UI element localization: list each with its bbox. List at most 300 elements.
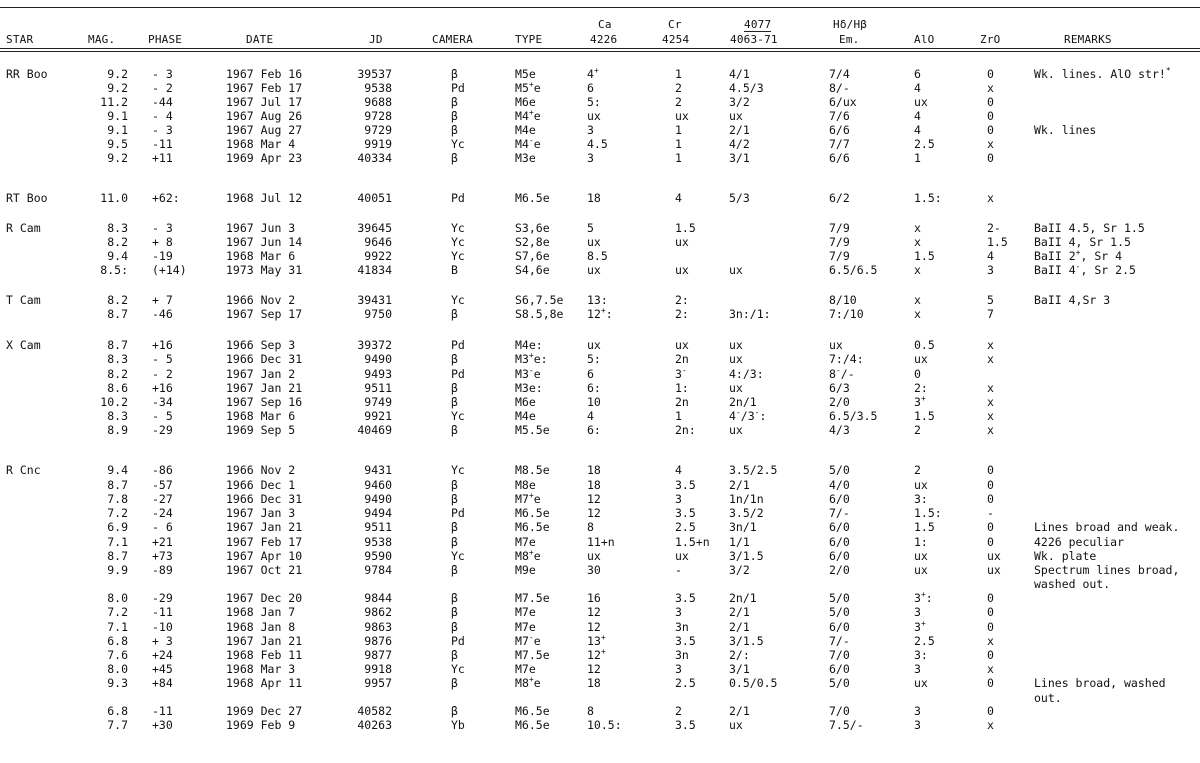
camera-cell: Yc	[451, 549, 465, 563]
header-mag: MAG.	[88, 33, 116, 46]
zro-cell: 0	[987, 463, 994, 477]
ratio-cell: 4.5/3	[729, 81, 764, 95]
camera-cell: β	[451, 352, 458, 366]
jd-cell: 9918	[364, 662, 392, 676]
cr-cell: 3	[675, 605, 682, 619]
mag-cell: 8.2	[107, 367, 128, 381]
alo-cell: 4	[914, 123, 921, 137]
phase-cell: -10	[152, 620, 173, 634]
type-cell: M7e	[515, 605, 536, 619]
type-cell: M4e:	[515, 338, 543, 352]
type-cell: M5e	[515, 67, 536, 81]
header-alo: AlO	[914, 33, 935, 46]
date-cell: 1967 Apr 10	[226, 549, 303, 563]
phase-cell: (+14)	[152, 263, 187, 277]
alo-cell: 1.5:	[914, 506, 942, 520]
cr-cell: 1	[675, 151, 682, 165]
zro-cell: x	[987, 718, 994, 732]
zro-cell: 4	[987, 249, 994, 263]
ca-cell: 6	[587, 81, 594, 95]
type-cell: M8+e	[515, 675, 541, 690]
camera-cell: β	[451, 648, 458, 662]
type-cell: M6.5e	[515, 704, 550, 718]
camera-cell: β	[451, 478, 458, 492]
ratio-cell: 4:/3:	[729, 367, 764, 381]
mag-cell: 9.5	[107, 137, 128, 151]
mag-cell: 9.1	[107, 123, 128, 137]
type-cell: S4,6e	[515, 263, 550, 277]
hdhb-cell: 4/3	[829, 423, 850, 437]
jd-cell: 40334	[357, 151, 392, 165]
alo-cell: 3:	[914, 648, 928, 662]
camera-cell: Yb	[451, 718, 465, 732]
hdhb-cell: 8/10	[829, 293, 857, 307]
star-cell: T Cam	[6, 293, 41, 307]
date-cell: 1967 Jan 21	[226, 520, 303, 534]
cr-cell: 1	[675, 123, 682, 137]
phase-cell: -46	[152, 307, 173, 321]
remarks-cell: Lines broad, washed	[1034, 676, 1166, 690]
ratio-cell: 5/3	[729, 191, 750, 205]
hdhb-cell: 5/0	[829, 591, 850, 605]
alo-cell: 6	[914, 67, 921, 81]
jd-cell: 9688	[364, 95, 392, 109]
zro-cell: x	[987, 338, 994, 352]
date-cell: 1967 Sep 17	[226, 307, 303, 321]
ca-cell: 4.5	[587, 137, 608, 151]
ca-cell: 11+n	[587, 535, 615, 549]
mag-cell: 8.2	[107, 235, 128, 249]
cr-cell: -	[675, 563, 682, 577]
camera-cell: Yc	[451, 409, 465, 423]
ca-cell: 12+:	[587, 306, 613, 321]
ca-cell: 13+	[587, 633, 606, 648]
camera-cell: Pd	[451, 191, 465, 205]
alo-cell: ux	[914, 95, 928, 109]
cr-cell: 1.5+n	[675, 535, 710, 549]
phase-cell: +84	[152, 676, 173, 690]
mag-cell: 9.2	[107, 67, 128, 81]
phase-cell: - 5	[152, 409, 173, 423]
hdhb-cell: 5/0	[829, 463, 850, 477]
remarks-cell: Wk. lines	[1034, 123, 1097, 137]
hdhb-cell: 6.5/6.5	[829, 263, 878, 277]
hdhb-cell: 7/0	[829, 648, 850, 662]
star-cell: R Cnc	[6, 463, 41, 477]
type-cell: S2,8e	[515, 235, 550, 249]
alo-cell: x	[914, 263, 921, 277]
jd-cell: 9590	[364, 549, 392, 563]
date-cell: 1968 Feb 11	[226, 648, 303, 662]
ca-cell: 16	[587, 591, 601, 605]
zro-cell: 0	[987, 676, 994, 690]
ratio-cell: 3/1.5	[729, 549, 764, 563]
ca-cell: 3	[587, 123, 594, 137]
mag-cell: 9.2	[107, 151, 128, 165]
cr-cell: 1	[675, 67, 682, 81]
camera-cell: B	[451, 263, 458, 277]
camera-cell: Yc	[451, 249, 465, 263]
type-cell: M5+e	[515, 80, 541, 95]
jd-cell: 9538	[364, 535, 392, 549]
ca-cell: 12	[587, 605, 601, 619]
zro-cell: 3	[987, 263, 994, 277]
date-cell: 1967 Jun 3	[226, 221, 296, 235]
phase-cell: +16	[152, 338, 173, 352]
hdhb-cell: 6/0	[829, 492, 850, 506]
header-cr: Cr	[668, 18, 682, 31]
ratio-cell: 3/1	[729, 662, 750, 676]
date-cell: 1967 Oct 21	[226, 563, 303, 577]
ca-cell: 3	[587, 151, 594, 165]
cr-cell: 3.5	[675, 506, 696, 520]
zro-cell: x	[987, 381, 994, 395]
alo-cell: 3+	[914, 394, 926, 409]
zro-cell: 0	[987, 704, 994, 718]
jd-cell: 9863	[364, 620, 392, 634]
ca-cell: 8	[587, 520, 594, 534]
cr-cell: 2:	[675, 293, 689, 307]
header-camera: CAMERA	[432, 33, 473, 46]
phase-cell: +21	[152, 535, 173, 549]
ratio-cell: 2n/1	[729, 591, 757, 605]
remarks-cell: Spectrum lines broad,	[1034, 563, 1180, 577]
zro-cell: x	[987, 191, 994, 205]
date-cell: 1967 Jan 21	[226, 381, 303, 395]
phase-cell: -24	[152, 506, 173, 520]
remarks-cell: Wk. lines. AlO str!*	[1034, 66, 1171, 81]
phase-cell: - 5	[152, 352, 173, 366]
jd-cell: 9749	[364, 395, 392, 409]
hdhb-cell: 2/0	[829, 395, 850, 409]
remarks-cell: washed out.	[1034, 577, 1111, 591]
hdhb-cell: 4/0	[829, 478, 850, 492]
remarks-cell: 4226 peculiar	[1034, 535, 1125, 549]
jd-cell: 9922	[364, 249, 392, 263]
camera-cell: β	[451, 307, 458, 321]
type-cell: M4+e	[515, 108, 541, 123]
header-ratio-numerator	[744, 18, 771, 32]
phase-cell: + 7	[152, 293, 173, 307]
camera-cell: β	[451, 423, 458, 437]
mag-cell: 7.2	[107, 506, 128, 520]
ratio-cell: 4-/3-:	[729, 408, 767, 423]
type-cell: M6.5e	[515, 506, 550, 520]
phase-cell: - 6	[152, 520, 173, 534]
zro-cell: 0	[987, 109, 994, 123]
ca-cell: 12	[587, 620, 601, 634]
remarks-cell: BaII 4, Sr 1.5	[1034, 235, 1131, 249]
phase-cell: +16	[152, 381, 173, 395]
jd-cell: 9728	[364, 109, 392, 123]
cr-cell: 3n	[675, 648, 689, 662]
type-cell: M3e	[515, 151, 536, 165]
zro-cell: 0	[987, 535, 994, 549]
cr-cell: 3.5	[675, 718, 696, 732]
date-cell: 1968 Apr 11	[226, 676, 303, 690]
mag-cell: 8.7	[107, 549, 128, 563]
phase-cell: -11	[152, 137, 173, 151]
ca-cell: 6:	[587, 381, 601, 395]
alo-cell: 3:	[914, 492, 928, 506]
date-cell: 1967 Jan 2	[226, 367, 296, 381]
jd-cell: 41834	[357, 263, 392, 277]
phase-cell: +45	[152, 662, 173, 676]
phase-cell: -27	[152, 492, 173, 506]
remarks-cell: BaII 4-, Sr 2.5	[1034, 262, 1136, 277]
ca-cell: 6	[587, 367, 594, 381]
cr-cell: ux	[675, 263, 689, 277]
camera-cell: Yc	[451, 221, 465, 235]
alo-cell: x	[914, 293, 921, 307]
type-cell: M4e	[515, 123, 536, 137]
alo-cell: 2.5	[914, 137, 935, 151]
ca-cell: ux	[587, 109, 601, 123]
alo-cell: 2.5	[914, 634, 935, 648]
ca-cell: 18	[587, 676, 601, 690]
header-ca: Ca	[598, 18, 612, 31]
cr-cell: 2.5	[675, 676, 696, 690]
mag-cell: 8.7	[107, 478, 128, 492]
cr-cell: 2n:	[675, 423, 696, 437]
cr-cell: ux	[675, 338, 689, 352]
type-cell: M7e	[515, 535, 536, 549]
camera-cell: β	[451, 492, 458, 506]
date-cell: 1966 Dec 31	[226, 352, 303, 366]
date-cell: 1969 Sep 5	[226, 423, 296, 437]
hdhb-cell: 6/0	[829, 549, 850, 563]
hdhb-cell: 7:/4:	[829, 352, 864, 366]
type-cell: M3e:	[515, 381, 543, 395]
ratio-cell: 3n/1	[729, 520, 757, 534]
type-cell: M7.5e	[515, 591, 550, 605]
hdhb-cell: 7/0	[829, 704, 850, 718]
mag-cell: 7.6	[107, 648, 128, 662]
jd-cell: 9490	[364, 492, 392, 506]
ratio-cell: 3.5/2.5	[729, 463, 778, 477]
zro-cell: 0	[987, 591, 994, 605]
phase-cell: -57	[152, 478, 173, 492]
header-type: TYPE	[515, 33, 543, 46]
camera-cell: β	[451, 704, 458, 718]
header-cr-wavelength: 4254	[662, 33, 690, 46]
camera-cell: Pd	[451, 634, 465, 648]
hdhb-cell: 2/0	[829, 563, 850, 577]
zro-cell: x	[987, 423, 994, 437]
alo-cell: x	[914, 307, 921, 321]
ca-cell: 12	[587, 492, 601, 506]
jd-cell: 40263	[357, 718, 392, 732]
ca-cell: ux	[587, 338, 601, 352]
zro-cell: x	[987, 137, 994, 151]
date-cell: 1968 Mar 3	[226, 662, 296, 676]
mag-cell: 8.7	[107, 338, 128, 352]
mag-cell: 9.4	[107, 463, 128, 477]
mag-cell: 7.1	[107, 535, 128, 549]
camera-cell: Yc	[451, 293, 465, 307]
camera-cell: β	[451, 605, 458, 619]
ca-cell: 8	[587, 704, 594, 718]
ratio-cell: 3.5/2	[729, 506, 764, 520]
star-cell: RR Boo	[6, 67, 48, 81]
ratio-cell: 4/1	[729, 67, 750, 81]
phase-cell: - 3	[152, 123, 173, 137]
mag-cell: 8.2	[107, 293, 128, 307]
top-rule	[0, 7, 1200, 8]
alo-cell: 1:	[914, 535, 928, 549]
jd-cell: 39645	[357, 221, 392, 235]
camera-cell: β	[451, 676, 458, 690]
camera-cell: Yc	[451, 235, 465, 249]
date-cell: 1967 Sep 16	[226, 395, 303, 409]
camera-cell: β	[451, 67, 458, 81]
type-cell: M7-e	[515, 633, 541, 648]
mag-cell: 9.4	[107, 249, 128, 263]
hdhb-cell: 6/0	[829, 535, 850, 549]
date-cell: 1967 Jan 3	[226, 506, 296, 520]
header-zro: ZrO	[980, 33, 1001, 46]
ratio-cell: 2n/1	[729, 395, 757, 409]
phase-cell: - 4	[152, 109, 173, 123]
cr-cell: 2n	[675, 395, 689, 409]
camera-cell: β	[451, 563, 458, 577]
header-date: DATE	[246, 33, 274, 46]
remarks-cell: BaII 2+, Sr 4	[1034, 248, 1123, 263]
mag-cell: 8.9	[107, 423, 128, 437]
type-cell: M5.5e	[515, 423, 550, 437]
ratio-cell: 1/1	[729, 535, 750, 549]
camera-cell: β	[451, 123, 458, 137]
ca-cell: 18	[587, 478, 601, 492]
alo-cell: ux	[914, 352, 928, 366]
mag-cell: 9.9	[107, 563, 128, 577]
ratio-cell: 1n/1n	[729, 492, 764, 506]
hdhb-cell: 6/0	[829, 620, 850, 634]
hdhb-cell: 7/9	[829, 249, 850, 263]
jd-cell: 9490	[364, 352, 392, 366]
type-cell: M7e	[515, 620, 536, 634]
cr-cell: 2n	[675, 352, 689, 366]
ratio-cell: ux	[729, 381, 743, 395]
alo-cell: 3+	[914, 619, 926, 634]
jd-cell: 9877	[364, 648, 392, 662]
date-cell: 1973 May 31	[226, 263, 303, 277]
zro-cell: 1.5	[987, 235, 1008, 249]
camera-cell: Yc	[451, 463, 465, 477]
type-cell: S6,7.5e	[515, 293, 564, 307]
hdhb-cell: 5/0	[829, 676, 850, 690]
type-cell: M6.5e	[515, 520, 550, 534]
jd-cell: 40469	[357, 423, 392, 437]
camera-cell: β	[451, 535, 458, 549]
zro-cell: 0	[987, 520, 994, 534]
zro-cell: x	[987, 352, 994, 366]
ratio-numerator-text: 4077	[744, 18, 772, 31]
phase-cell: -19	[152, 249, 173, 263]
alo-cell: ux	[914, 478, 928, 492]
jd-cell: 9957	[364, 676, 392, 690]
date-cell: 1967 Jan 21	[226, 634, 303, 648]
date-cell: 1966 Nov 2	[226, 293, 296, 307]
cr-cell: 2.5	[675, 520, 696, 534]
jd-cell: 9493	[364, 367, 392, 381]
mag-cell: 9.2	[107, 81, 128, 95]
camera-cell: β	[451, 109, 458, 123]
ca-cell: 6:	[587, 423, 601, 437]
cr-cell: 1	[675, 137, 682, 151]
ratio-cell: ux	[729, 263, 743, 277]
alo-cell: 1.5	[914, 409, 935, 423]
ratio-cell: 3/1.5	[729, 634, 764, 648]
zro-cell: 5	[987, 293, 994, 307]
phase-cell: -11	[152, 704, 173, 718]
ratio-cell: ux	[729, 718, 743, 732]
date-cell: 1967 Jun 14	[226, 235, 303, 249]
hdhb-cell: 6/2	[829, 191, 850, 205]
camera-cell: Yc	[451, 137, 465, 151]
cr-cell: 3.5	[675, 478, 696, 492]
mag-cell: 7.8	[107, 492, 128, 506]
type-cell: M7e	[515, 662, 536, 676]
remarks-cell: out.	[1034, 691, 1062, 705]
alo-cell: ux	[914, 676, 928, 690]
hdhb-cell: 7/6	[829, 109, 850, 123]
cr-cell: 3.5	[675, 591, 696, 605]
phase-cell: -34	[152, 395, 173, 409]
ca-cell: 18	[587, 463, 601, 477]
cr-cell: 3n	[675, 620, 689, 634]
header-ca-wavelength: 4226	[590, 33, 618, 46]
mag-cell: 11.0	[100, 191, 128, 205]
cr-cell: 2	[675, 704, 682, 718]
mag-cell: 8.0	[107, 591, 128, 605]
ratio-cell: 2/:	[729, 648, 750, 662]
star-cell: X Cam	[6, 338, 41, 352]
cr-cell: 3.5	[675, 634, 696, 648]
zro-cell: 0	[987, 67, 994, 81]
zro-cell: 0	[987, 648, 994, 662]
ca-cell: 12	[587, 506, 601, 520]
ratio-cell: ux	[729, 423, 743, 437]
phase-cell: - 2	[152, 367, 173, 381]
type-cell: M6e	[515, 95, 536, 109]
cr-cell: 4	[675, 191, 682, 205]
type-cell: M4-e	[515, 136, 541, 151]
phase-cell: +24	[152, 648, 173, 662]
alo-cell: x	[914, 235, 921, 249]
zro-cell: 0	[987, 95, 994, 109]
mag-cell: 7.7	[107, 718, 128, 732]
type-cell: M6.5e	[515, 191, 550, 205]
date-cell: 1967 Aug 26	[226, 109, 303, 123]
zro-cell: 0	[987, 605, 994, 619]
remarks-cell: Lines broad and weak.	[1034, 520, 1180, 534]
ratio-cell: 2/1	[729, 704, 750, 718]
cr-cell: 3-	[675, 366, 687, 381]
jd-cell: 9921	[364, 409, 392, 423]
hdhb-cell: 6/3	[829, 381, 850, 395]
camera-cell: Pd	[451, 367, 465, 381]
date-cell: 1967 Aug 27	[226, 123, 303, 137]
header-jd: JD	[369, 33, 383, 46]
zro-cell: 0	[987, 123, 994, 137]
phase-cell: -29	[152, 591, 173, 605]
hdhb-cell: 5/0	[829, 605, 850, 619]
header-emission: Em.	[839, 33, 860, 46]
ratio-cell: 4/2	[729, 137, 750, 151]
jd-cell: 39537	[357, 67, 392, 81]
cr-cell: 1:	[675, 381, 689, 395]
